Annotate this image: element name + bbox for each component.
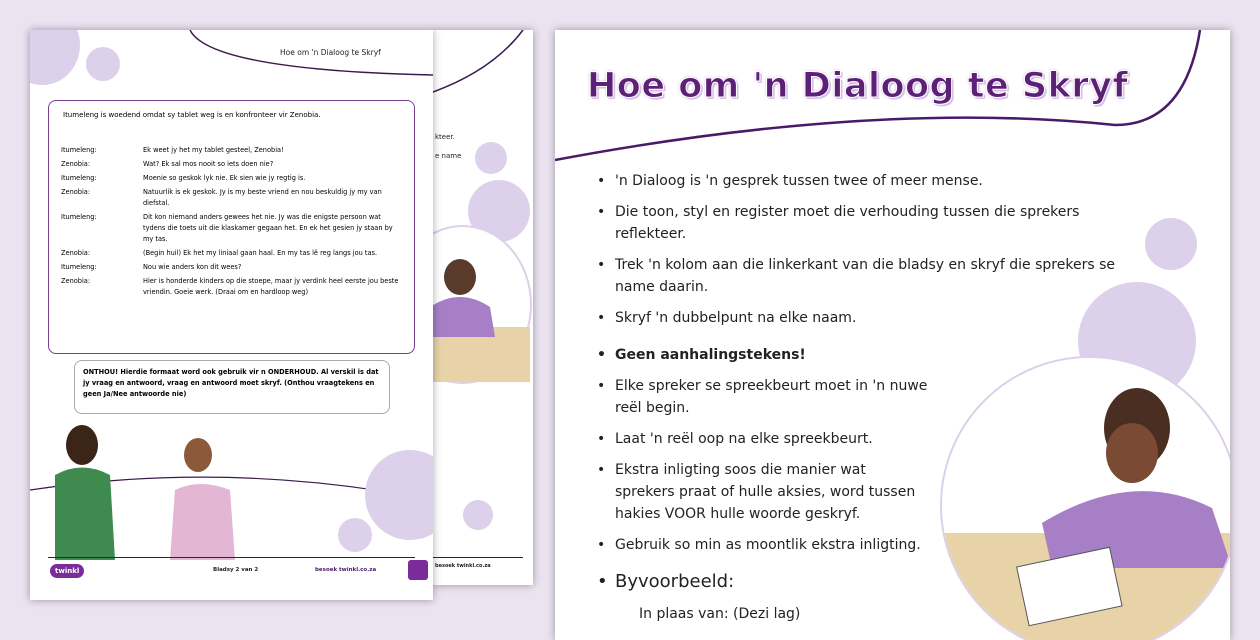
decorative-circle	[463, 500, 493, 530]
bullet-item: • Laat 'n reël oop na elke spreekbeurt.	[597, 428, 927, 450]
page-number: Bladsy 2 van 2	[213, 567, 259, 573]
main-page-preview	[555, 30, 1230, 640]
dialogue-row: Zenobia: (Begin huil) Ek het my liniaal gaan haal. En my tas lê reg langs jou tas.	[61, 249, 378, 257]
front-page-preview	[30, 30, 433, 600]
page-footer	[48, 557, 415, 558]
bullet-item: • Gebruik so min as moontlik ekstra inligting.	[597, 534, 927, 556]
text-fragment: kteer.	[435, 133, 455, 141]
badge-icon	[408, 560, 428, 580]
bullet-list-rules	[597, 344, 927, 565]
dialogue-row: Zenobia: Hier is honderde kinders op die stoepe, maar jy verdink heel eerste jou beste vriendin. Goeie werk. (Draai om en hardloop weg)	[61, 277, 399, 296]
dialogue-row: Itumeleng: Ek weet jy het my tablet gesteel, Zenobia!	[61, 146, 284, 154]
decorative-curve	[30, 30, 433, 90]
bullet-item: • Die toon, styl en register moet die verhouding tussen die sprekers reflekteer.	[597, 201, 1137, 245]
reminder-note: ONTHOU! Hierdie formaat word ook gebruik vir n ONDERHOUD. Al verskil is dat jy vraag en antwoord, vraag en antwoord moet skryf. (Onthou vraagtekens en geen Ja/Nee antwoorde nie)	[74, 360, 390, 414]
example-line: In plaas van: (Dezi lag)	[639, 606, 801, 622]
page-title: Hoe om 'n Dialoog te Skryf	[587, 66, 1129, 106]
bullet-item: • Elke spreker se spreekbeurt moet in 'n nuwe reël begin.	[597, 375, 955, 419]
bullet-item: • Ekstra inligting soos die manier wat sprekers praat of hulle aksies, word tussen hakies VOOR hulle woorde geskryf.	[597, 459, 927, 525]
website-link[interactable]: besoek twinkl.co.za	[315, 567, 377, 573]
website-link[interactable]: besoek twinkl.co.za	[435, 563, 491, 569]
bullet-item: • 'n Dialoog is 'n gesprek tussen twee of meer mense.	[597, 170, 1137, 192]
example-section	[597, 571, 734, 602]
example-heading: • Byvoorbeeld:	[597, 571, 734, 593]
bullet-item: • Trek 'n kolom aan die linkerkant van die bladsy en skryf die sprekers se name daarin.	[597, 254, 1137, 298]
dialogue-row: Zenobia: Wat? Ek sal mos nooit so iets doen nie?	[61, 160, 274, 168]
bullet-item: • Skryf 'n dubbelpunt na elke naam.	[597, 307, 1137, 329]
back-page-preview	[433, 30, 533, 585]
dialogue-row: Itumeleng: Dit kon niemand anders gewees het nie. Jy was die enigste persoon wat tydens die toets uit die klaskamer gegaan het. En ek het gesien jy staan by my tas.	[61, 213, 393, 243]
dialogue-list	[61, 145, 401, 301]
twinkl-logo: twinkl	[50, 564, 84, 578]
page-header: Hoe om 'n Dialoog te Skryf	[280, 48, 381, 57]
bullet-list-main	[597, 170, 1137, 338]
girl-illustration	[433, 225, 532, 384]
bullet-item-bold: • Geen aanhalingstekens!	[597, 344, 927, 366]
dialogue-row: Itumeleng: Nou wie anders kon dit wees?	[61, 263, 242, 271]
dialogue-row: Zenobia: Natuurlik is ek geskok. Jy is my beste vriend en nou beskuldig jy my van diefstal.	[61, 188, 382, 207]
decorative-circle	[475, 142, 507, 174]
dialogue-intro: Itumeleng is woedend omdat sy tablet weg is en konfronteer vir Zenobia.	[63, 111, 321, 119]
text-fragment: e name	[435, 152, 462, 160]
dialogue-row: Itumeleng: Moenie so geskok lyk nie. Ek sien wie jy regtig is.	[61, 174, 306, 182]
girl-writing-illustration	[940, 356, 1230, 640]
children-illustration	[30, 420, 433, 560]
decorative-circle	[1145, 218, 1197, 270]
dialogue-box	[48, 100, 415, 354]
